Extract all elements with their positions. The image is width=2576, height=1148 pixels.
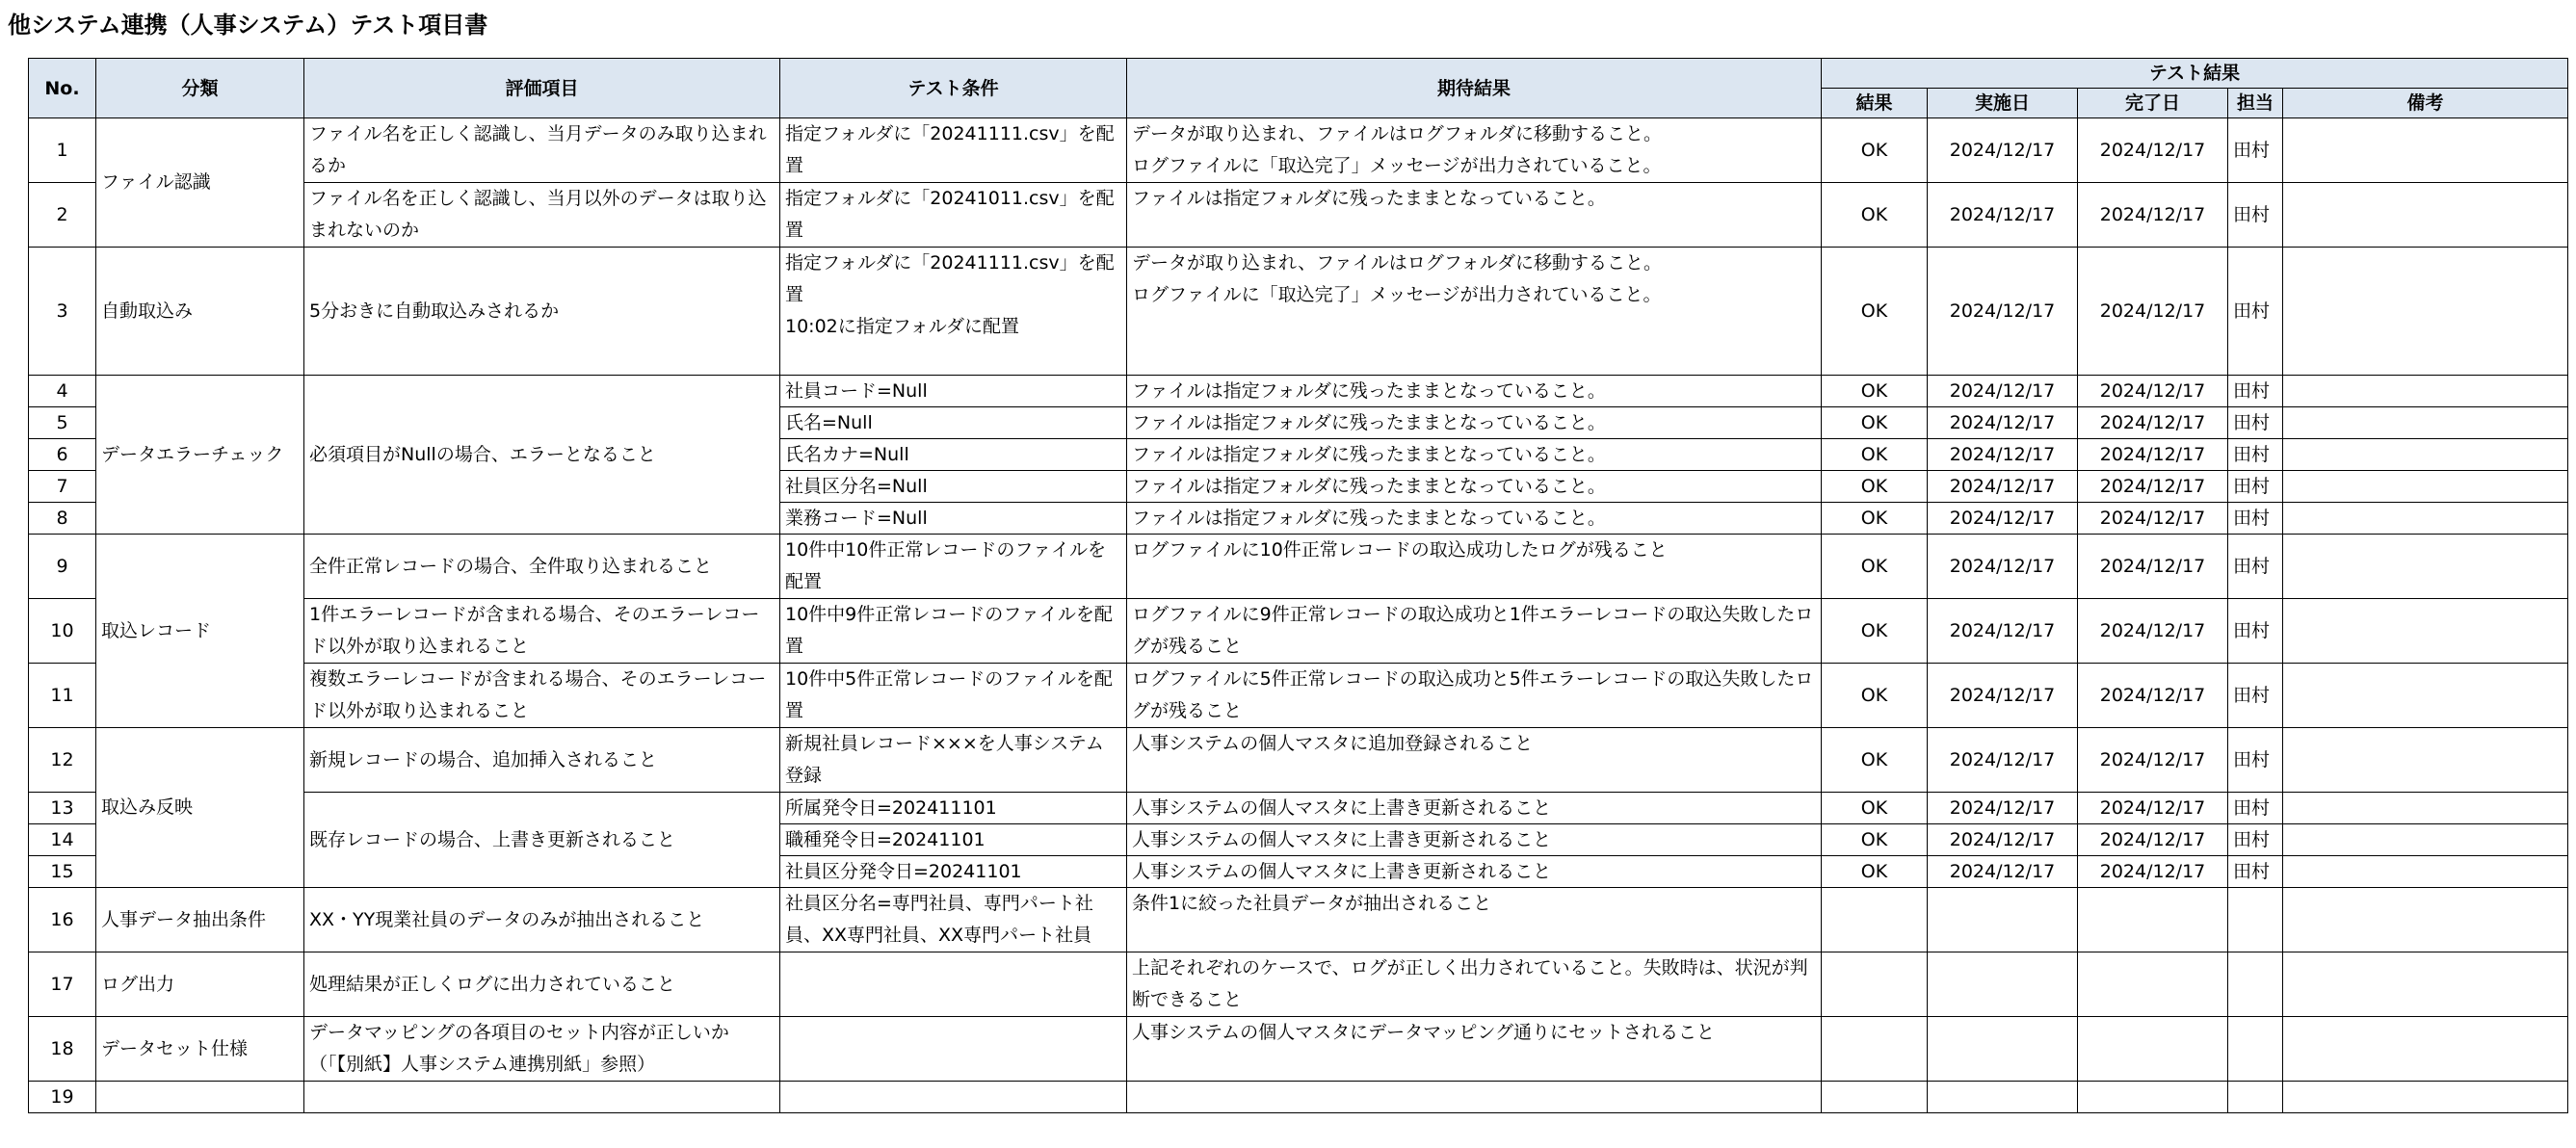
header-condition: テスト条件 xyxy=(780,59,1127,118)
cell-exec-date xyxy=(1928,1017,2078,1082)
cell-remarks xyxy=(2283,503,2568,535)
cell-no: 6 xyxy=(29,439,96,471)
cell-owner: 田村 xyxy=(2228,664,2283,728)
cell-result: OK xyxy=(1822,183,1928,248)
cell-exec-date xyxy=(1928,888,2078,952)
cell-condition: 10件中10件正常レコードのファイルを配置 xyxy=(780,535,1127,599)
cell-done-date: 2024/12/17 xyxy=(2078,664,2228,728)
table-row xyxy=(29,599,2568,664)
cell-done-date: 2024/12/17 xyxy=(2078,118,2228,183)
cell-exec-date xyxy=(1928,1082,2078,1113)
cell-condition xyxy=(780,1017,1127,1082)
cell-exec-date: 2024/12/17 xyxy=(1928,183,2078,248)
cell-condition: 職種発令日=20241101 xyxy=(780,824,1127,856)
cell-expected: ログファイルに9件正常レコードの取込成功と1件エラーレコードの取込失敗したログが残ること xyxy=(1127,599,1822,664)
cell-no: 10 xyxy=(29,599,96,664)
cell-remarks xyxy=(2283,183,2568,248)
cell-condition xyxy=(780,1082,1127,1113)
cell-condition: 10件中9件正常レコードのファイルを配置 xyxy=(780,599,1127,664)
cell-remarks xyxy=(2283,248,2568,376)
cell-done-date: 2024/12/17 xyxy=(2078,407,2228,439)
cell-expected: データが取り込まれ、ファイルはログフォルダに移動すること。 ログファイルに「取込完了」メッセージが出力されていること。 xyxy=(1127,118,1822,183)
cell-remarks xyxy=(2283,535,2568,599)
cell-result: OK xyxy=(1822,535,1928,599)
cell-no: 17 xyxy=(29,952,96,1017)
cell-result: OK xyxy=(1822,728,1928,793)
cell-owner: 田村 xyxy=(2228,503,2283,535)
cell-owner: 田村 xyxy=(2228,793,2283,824)
cell-result: OK xyxy=(1822,248,1928,376)
cell-expected: ファイルは指定フォルダに残ったままとなっていること。 xyxy=(1127,183,1822,248)
cell-no: 13 xyxy=(29,793,96,824)
cell-result xyxy=(1822,1082,1928,1113)
cell-result xyxy=(1822,1017,1928,1082)
cell-no: 9 xyxy=(29,535,96,599)
cell-result: OK xyxy=(1822,599,1928,664)
test-spec-table xyxy=(28,58,2568,1113)
cell-result: OK xyxy=(1822,824,1928,856)
cell-category: データエラーチェック xyxy=(96,376,304,535)
cell-remarks xyxy=(2283,439,2568,471)
cell-expected: ファイルは指定フォルダに残ったままとなっていること。 xyxy=(1127,439,1822,471)
cell-owner: 田村 xyxy=(2228,824,2283,856)
cell-expected: ファイルは指定フォルダに残ったままとなっていること。 xyxy=(1127,407,1822,439)
cell-exec-date: 2024/12/17 xyxy=(1928,439,2078,471)
cell-category: ファイル認識 xyxy=(96,118,304,248)
cell-evaluation: 複数エラーレコードが含まれる場合、そのエラーレコード以外が取り込まれること xyxy=(304,664,780,728)
cell-evaluation: 既存レコードの場合、上書き更新されること xyxy=(304,793,780,888)
cell-exec-date: 2024/12/17 xyxy=(1928,471,2078,503)
header-test-results: テスト結果 xyxy=(1822,59,2568,89)
cell-done-date: 2024/12/17 xyxy=(2078,728,2228,793)
cell-expected: データが取り込まれ、ファイルはログフォルダに移動すること。 ログファイルに「取込完了」メッセージが出力されていること。 xyxy=(1127,248,1822,376)
cell-evaluation xyxy=(304,1082,780,1113)
cell-category: 人事データ抽出条件 xyxy=(96,888,304,952)
cell-done-date: 2024/12/17 xyxy=(2078,503,2228,535)
cell-remarks xyxy=(2283,728,2568,793)
cell-exec-date: 2024/12/17 xyxy=(1928,503,2078,535)
cell-category: データセット仕様 xyxy=(96,1017,304,1082)
cell-condition: 新規社員レコード×××を人事システム登録 xyxy=(780,728,1127,793)
cell-category: 自動取込み xyxy=(96,248,304,376)
cell-owner xyxy=(2228,1017,2283,1082)
cell-result: OK xyxy=(1822,376,1928,407)
cell-remarks xyxy=(2283,664,2568,728)
cell-exec-date: 2024/12/17 xyxy=(1928,793,2078,824)
cell-done-date: 2024/12/17 xyxy=(2078,439,2228,471)
cell-expected: ファイルは指定フォルダに残ったままとなっていること。 xyxy=(1127,471,1822,503)
cell-no: 15 xyxy=(29,856,96,888)
cell-done-date: 2024/12/17 xyxy=(2078,856,2228,888)
header-exec-date: 実施日 xyxy=(1928,89,2078,118)
cell-exec-date: 2024/12/17 xyxy=(1928,664,2078,728)
cell-remarks xyxy=(2283,1082,2568,1113)
cell-done-date xyxy=(2078,1082,2228,1113)
cell-remarks xyxy=(2283,471,2568,503)
cell-owner: 田村 xyxy=(2228,856,2283,888)
cell-owner: 田村 xyxy=(2228,535,2283,599)
cell-remarks xyxy=(2283,793,2568,824)
cell-expected: 人事システムの個人マスタにデータマッピング通りにセットされること xyxy=(1127,1017,1822,1082)
cell-evaluation: ファイル名を正しく認識し、当月以外のデータは取り込まれないのか xyxy=(304,183,780,248)
cell-owner: 田村 xyxy=(2228,439,2283,471)
cell-condition: 10件中5件正常レコードのファイルを配置 xyxy=(780,664,1127,728)
cell-no: 7 xyxy=(29,471,96,503)
cell-no: 18 xyxy=(29,1017,96,1082)
cell-condition: 社員区分発令日=20241101 xyxy=(780,856,1127,888)
cell-no: 14 xyxy=(29,824,96,856)
cell-condition: 社員区分名=専門社員、専門パート社員、XX専門社員、XX専門パート社員 xyxy=(780,888,1127,952)
cell-category: ログ出力 xyxy=(96,952,304,1017)
cell-result: OK xyxy=(1822,471,1928,503)
cell-no: 2 xyxy=(29,183,96,248)
cell-owner xyxy=(2228,952,2283,1017)
cell-exec-date: 2024/12/17 xyxy=(1928,856,2078,888)
cell-done-date xyxy=(2078,1017,2228,1082)
header-owner: 担当 xyxy=(2228,89,2283,118)
cell-done-date: 2024/12/17 xyxy=(2078,248,2228,376)
table-row xyxy=(29,952,2568,1017)
cell-condition: 業務コード=Null xyxy=(780,503,1127,535)
cell-result: OK xyxy=(1822,407,1928,439)
cell-expected: 人事システムの個人マスタに上書き更新されること xyxy=(1127,793,1822,824)
cell-no: 5 xyxy=(29,407,96,439)
table-row xyxy=(29,118,2568,183)
cell-no: 19 xyxy=(29,1082,96,1113)
cell-condition: 氏名カナ=Null xyxy=(780,439,1127,471)
cell-no: 12 xyxy=(29,728,96,793)
cell-evaluation: 1件エラーレコードが含まれる場合、そのエラーレコード以外が取り込まれること xyxy=(304,599,780,664)
cell-no: 11 xyxy=(29,664,96,728)
cell-condition: 指定フォルダに「20241111.csv」を配置 10:02に指定フォルダに配置 xyxy=(780,248,1127,376)
cell-expected: 人事システムの個人マスタに上書き更新されること xyxy=(1127,856,1822,888)
header-done-date: 完了日 xyxy=(2078,89,2228,118)
cell-expected: 人事システムの個人マスタに上書き更新されること xyxy=(1127,824,1822,856)
header-row-1 xyxy=(29,59,2568,89)
cell-owner xyxy=(2228,1082,2283,1113)
table-row xyxy=(29,888,2568,952)
cell-remarks xyxy=(2283,407,2568,439)
cell-condition: 社員コード=Null xyxy=(780,376,1127,407)
cell-done-date: 2024/12/17 xyxy=(2078,183,2228,248)
table-row xyxy=(29,535,2568,599)
cell-owner: 田村 xyxy=(2228,599,2283,664)
cell-evaluation: 5分おきに自動取込みされるか xyxy=(304,248,780,376)
cell-evaluation: 新規レコードの場合、追加挿入されること xyxy=(304,728,780,793)
cell-result xyxy=(1822,952,1928,1017)
cell-owner xyxy=(2228,888,2283,952)
cell-evaluation: 処理結果が正しくログに出力されていること xyxy=(304,952,780,1017)
cell-done-date: 2024/12/17 xyxy=(2078,793,2228,824)
cell-result: OK xyxy=(1822,664,1928,728)
cell-owner: 田村 xyxy=(2228,728,2283,793)
cell-exec-date: 2024/12/17 xyxy=(1928,376,2078,407)
cell-result xyxy=(1822,888,1928,952)
cell-owner: 田村 xyxy=(2228,118,2283,183)
cell-exec-date xyxy=(1928,952,2078,1017)
cell-owner: 田村 xyxy=(2228,376,2283,407)
header-category: 分類 xyxy=(96,59,304,118)
cell-no: 1 xyxy=(29,118,96,183)
cell-category: 取込レコード xyxy=(96,535,304,728)
table-row xyxy=(29,376,2568,407)
cell-no: 3 xyxy=(29,248,96,376)
cell-condition: 所属発令日=202411101 xyxy=(780,793,1127,824)
cell-result: OK xyxy=(1822,793,1928,824)
cell-expected: 人事システムの個人マスタに追加登録されること xyxy=(1127,728,1822,793)
cell-owner: 田村 xyxy=(2228,183,2283,248)
cell-condition xyxy=(780,952,1127,1017)
cell-condition: 指定フォルダに「20241011.csv」を配置 xyxy=(780,183,1127,248)
cell-remarks xyxy=(2283,1017,2568,1082)
table-row xyxy=(29,793,2568,824)
cell-category: 取込み反映 xyxy=(96,728,304,888)
cell-expected: 上記それぞれのケースで、ログが正しく出力されていること。失敗時は、状況が判断できること xyxy=(1127,952,1822,1017)
cell-done-date: 2024/12/17 xyxy=(2078,599,2228,664)
cell-expected: ログファイルに5件正常レコードの取込成功と5件エラーレコードの取込失敗したログが残ること xyxy=(1127,664,1822,728)
cell-expected xyxy=(1127,1082,1822,1113)
cell-condition: 氏名=Null xyxy=(780,407,1127,439)
cell-result: OK xyxy=(1822,856,1928,888)
cell-no: 16 xyxy=(29,888,96,952)
cell-no: 8 xyxy=(29,503,96,535)
cell-owner: 田村 xyxy=(2228,471,2283,503)
cell-no: 4 xyxy=(29,376,96,407)
table-row xyxy=(29,1017,2568,1082)
cell-result: OK xyxy=(1822,118,1928,183)
cell-expected: ファイルは指定フォルダに残ったままとなっていること。 xyxy=(1127,503,1822,535)
cell-remarks xyxy=(2283,856,2568,888)
cell-exec-date: 2024/12/17 xyxy=(1928,535,2078,599)
cell-exec-date: 2024/12/17 xyxy=(1928,407,2078,439)
header-evaluation: 評価項目 xyxy=(304,59,780,118)
document-title: 他システム連携（人事システム）テスト項目書 xyxy=(8,12,488,39)
cell-remarks xyxy=(2283,118,2568,183)
table-row xyxy=(29,728,2568,793)
cell-done-date: 2024/12/17 xyxy=(2078,824,2228,856)
cell-exec-date: 2024/12/17 xyxy=(1928,728,2078,793)
cell-done-date: 2024/12/17 xyxy=(2078,376,2228,407)
header-expected: 期待結果 xyxy=(1127,59,1822,118)
cell-expected: ファイルは指定フォルダに残ったままとなっていること。 xyxy=(1127,376,1822,407)
header-result: 結果 xyxy=(1822,89,1928,118)
cell-expected: ログファイルに10件正常レコードの取込成功したログが残ること xyxy=(1127,535,1822,599)
cell-result: OK xyxy=(1822,439,1928,471)
table-row xyxy=(29,248,2568,376)
cell-evaluation: XX・YY現業社員のデータのみが抽出されること xyxy=(304,888,780,952)
cell-owner: 田村 xyxy=(2228,248,2283,376)
cell-remarks xyxy=(2283,952,2568,1017)
cell-exec-date: 2024/12/17 xyxy=(1928,248,2078,376)
cell-exec-date: 2024/12/17 xyxy=(1928,118,2078,183)
table-row xyxy=(29,183,2568,248)
table-row xyxy=(29,664,2568,728)
cell-evaluation: データマッピングの各項目のセット内容が正しいか （「【別紙】人事システム連携別紙」参照） xyxy=(304,1017,780,1082)
cell-done-date xyxy=(2078,888,2228,952)
table-row xyxy=(29,1082,2568,1113)
cell-exec-date: 2024/12/17 xyxy=(1928,599,2078,664)
cell-remarks xyxy=(2283,376,2568,407)
cell-remarks xyxy=(2283,888,2568,952)
cell-done-date: 2024/12/17 xyxy=(2078,471,2228,503)
cell-remarks xyxy=(2283,824,2568,856)
cell-exec-date: 2024/12/17 xyxy=(1928,824,2078,856)
cell-remarks xyxy=(2283,599,2568,664)
cell-done-date xyxy=(2078,952,2228,1017)
cell-result: OK xyxy=(1822,503,1928,535)
cell-category xyxy=(96,1082,304,1113)
cell-evaluation: 必須項目がNullの場合、エラーとなること xyxy=(304,376,780,535)
cell-evaluation: ファイル名を正しく認識し、当月データのみ取り込まれるか xyxy=(304,118,780,183)
cell-done-date: 2024/12/17 xyxy=(2078,535,2228,599)
cell-condition: 社員区分名=Null xyxy=(780,471,1127,503)
cell-expected: 条件1に絞った社員データが抽出されること xyxy=(1127,888,1822,952)
header-no: No. xyxy=(29,59,96,118)
cell-condition: 指定フォルダに「20241111.csv」を配置 xyxy=(780,118,1127,183)
cell-evaluation: 全件正常レコードの場合、全件取り込まれること xyxy=(304,535,780,599)
cell-owner: 田村 xyxy=(2228,407,2283,439)
header-remarks: 備考 xyxy=(2283,89,2568,118)
